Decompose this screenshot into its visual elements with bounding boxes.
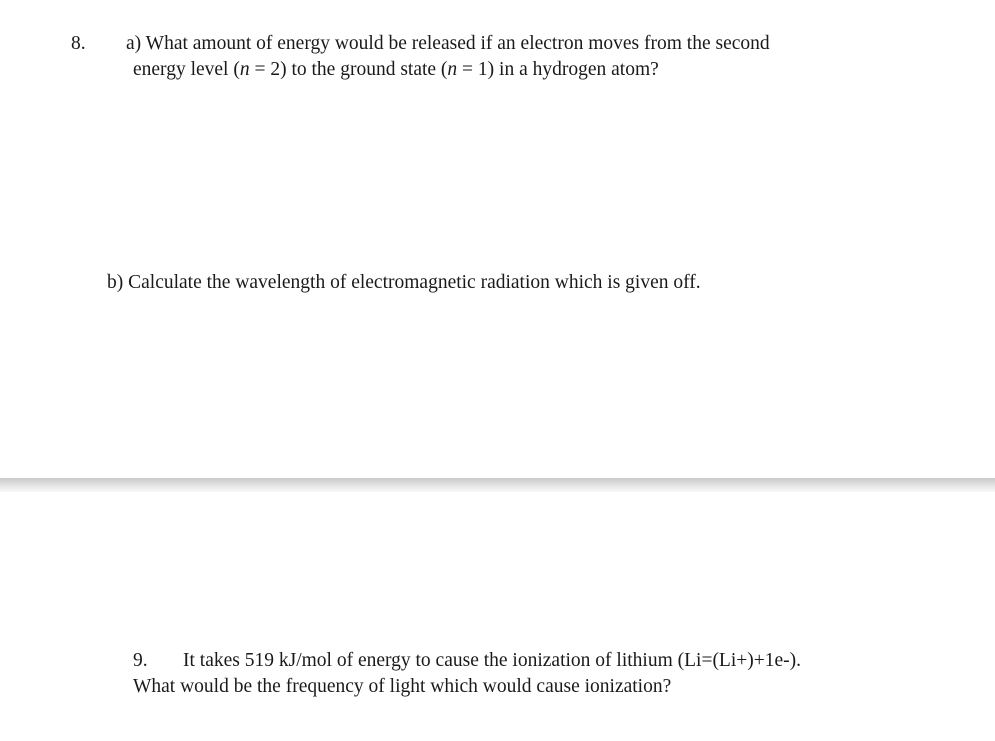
question-8b: b) Calculate the wavelength of electromagnetic radiation which is given off. xyxy=(107,272,701,293)
page-divider xyxy=(0,478,995,492)
q8a-var-n-1: n xyxy=(239,59,250,80)
question-9-line-2: What would be the frequency of light which would cause ionization? xyxy=(133,676,672,697)
q8a-text-3: = 1) in a hydrogen atom? xyxy=(457,59,659,80)
q8a-text-2: = 2) to the ground state ( xyxy=(249,59,448,80)
question-9-line-1: It takes 519 kJ/mol of energy to cause the ionization of lithium (Li=(Li+)+1e-). xyxy=(183,650,802,671)
question-8a-line-2 xyxy=(133,57,659,83)
q8a-var-n-2: n xyxy=(447,59,458,80)
question-8a-line-1: a) What amount of energy would be released if an electron moves from the second xyxy=(126,33,770,54)
page-sheet-bottom xyxy=(0,492,995,741)
question-8-number: 8. xyxy=(71,33,86,54)
q8a-text-1: energy level ( xyxy=(133,59,240,80)
question-9-number: 9. xyxy=(133,650,148,671)
